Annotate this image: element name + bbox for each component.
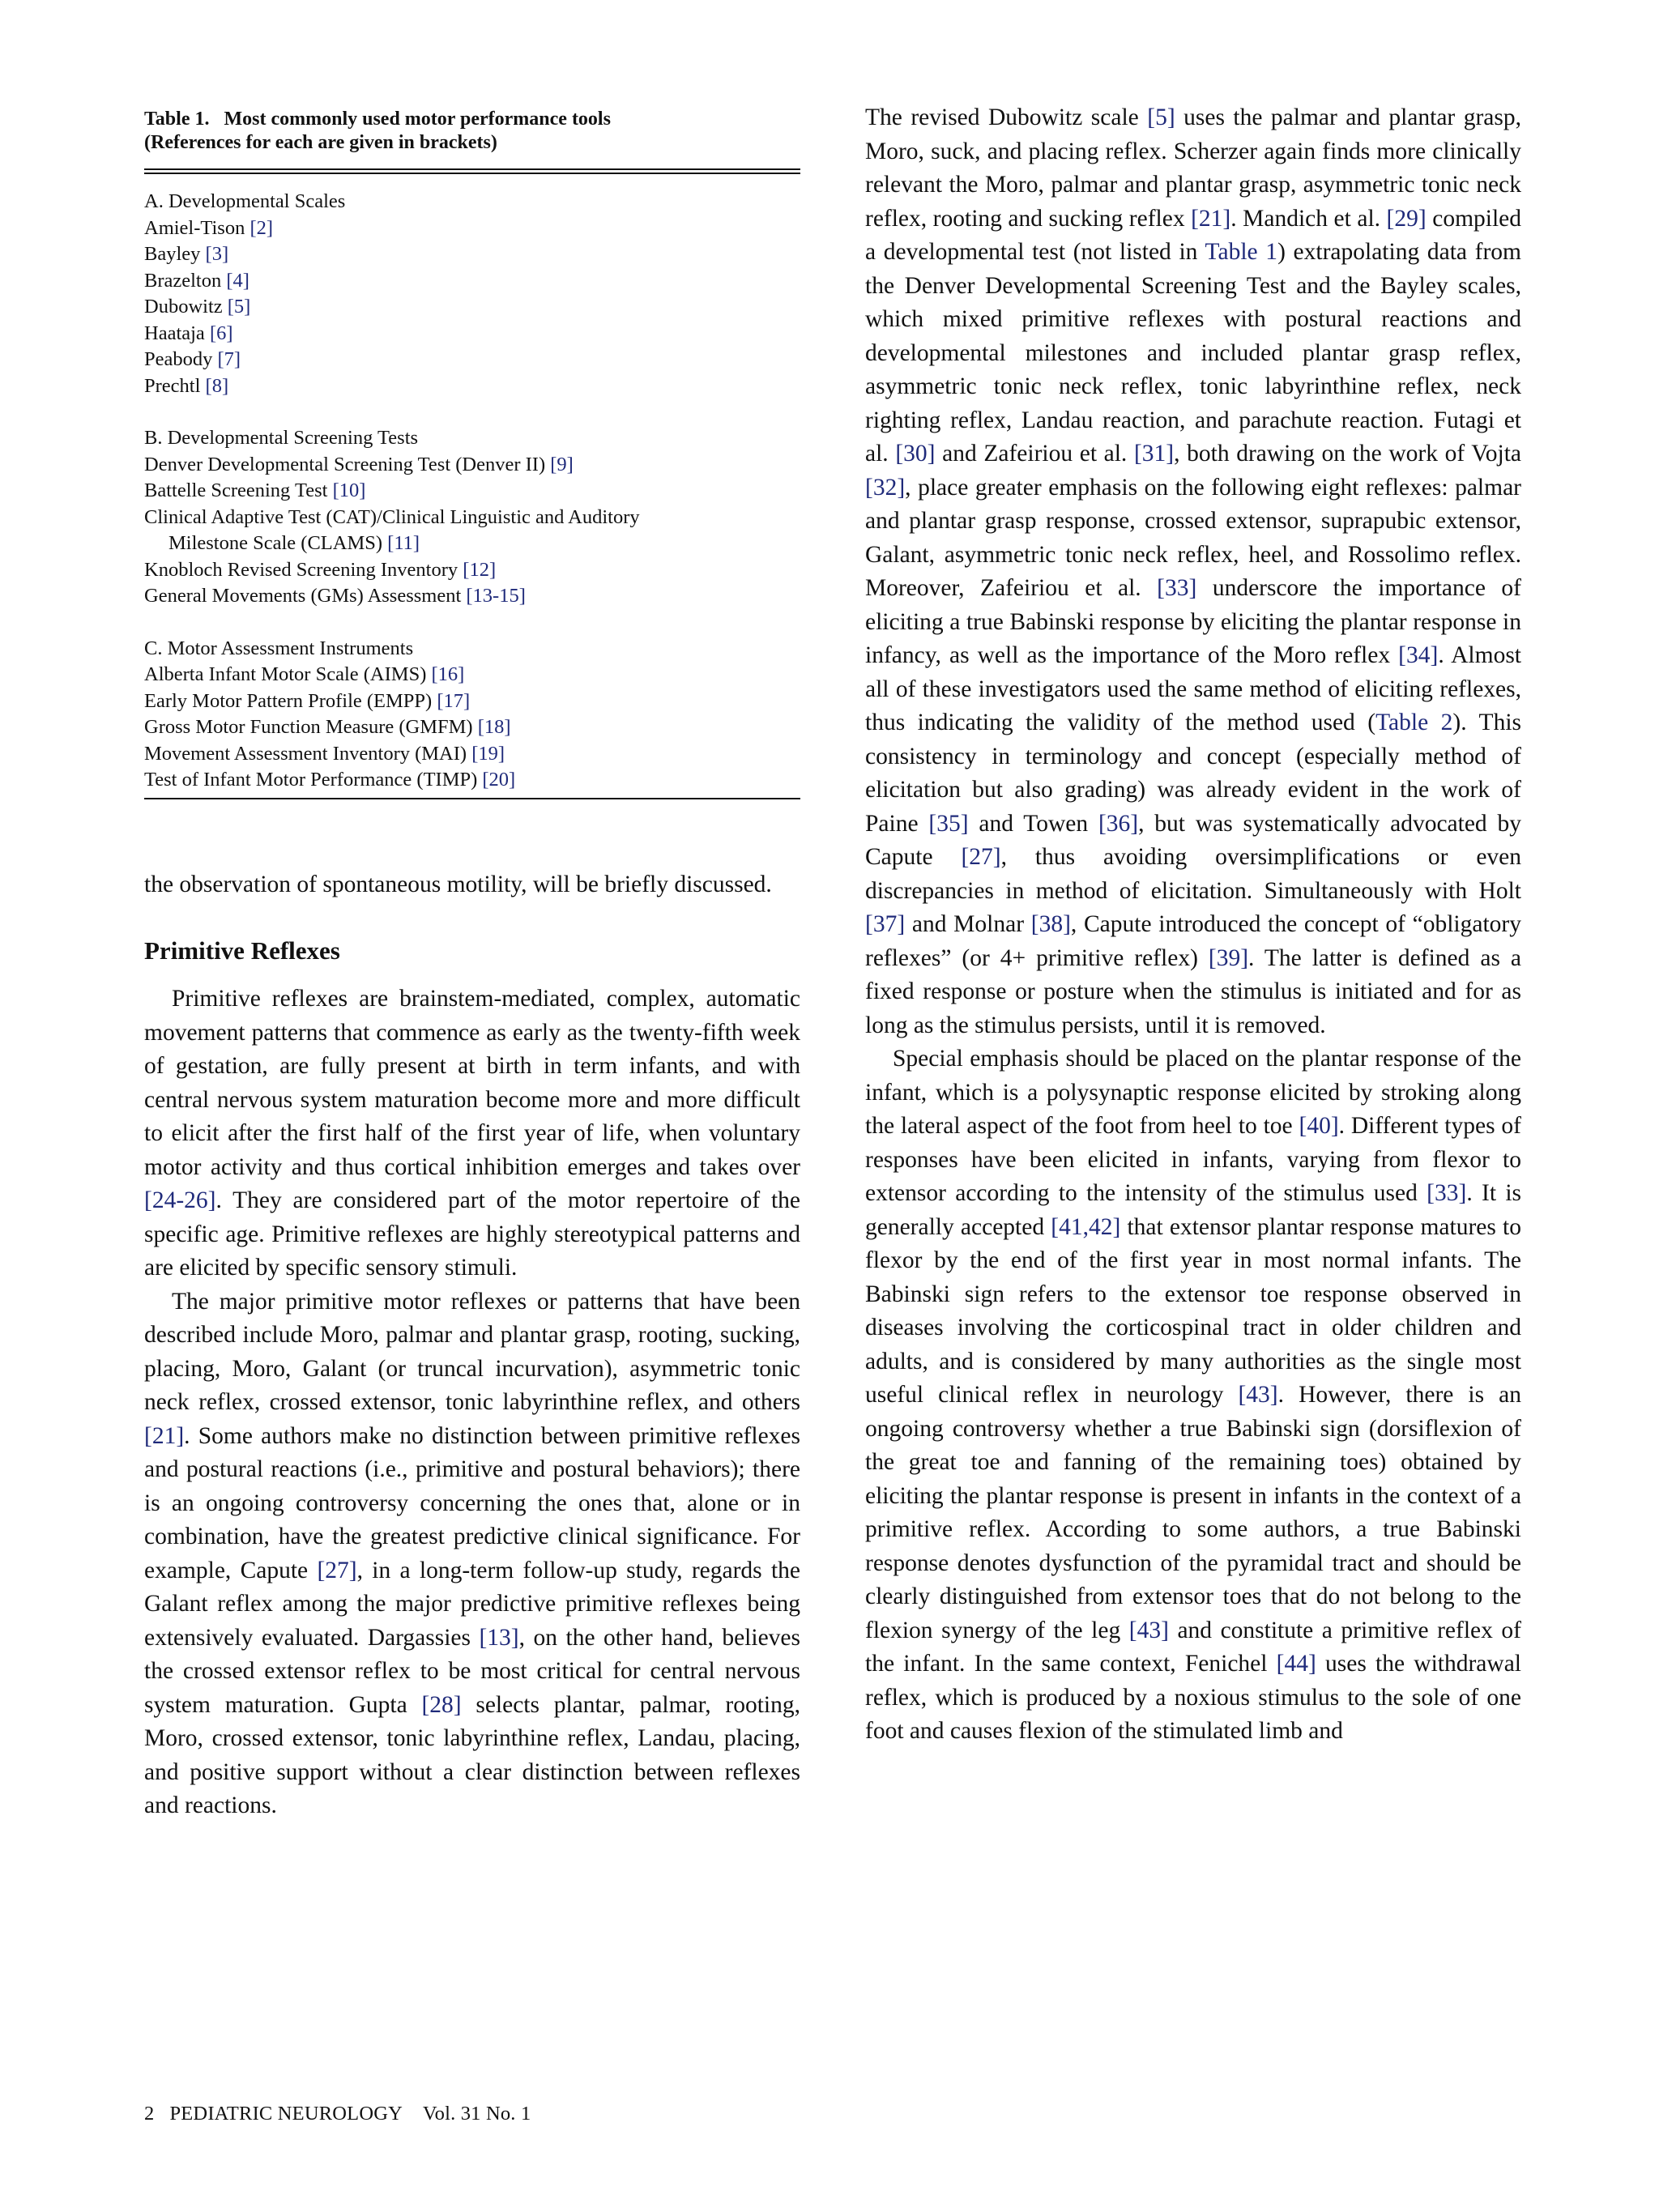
table-row-name: Knobloch Revised Screening Inventory <box>144 558 458 581</box>
citation-link[interactable]: [20] <box>482 769 516 791</box>
section-heading: Primitive Reflexes <box>144 936 340 965</box>
table-row-name: Clinical Adaptive Test (CAT)/Clinical Linguistic and Auditory <box>144 505 640 528</box>
citation-link[interactable]: Table 1 <box>1205 239 1278 265</box>
text-run: . Different types of responses have been elicited in infants, varying from flexor to extensor according to the intensity of the stimulus used <box>865 1113 1521 1206</box>
table-row-name: Early Motor Pattern Profile (EMPP) <box>144 689 433 712</box>
table-section-heading: B. Developmental Screening Tests <box>144 427 419 449</box>
volume-issue: Vol. 31 No. 1 <box>422 2103 531 2125</box>
citation-link[interactable]: [13-15] <box>466 585 526 607</box>
citation-link[interactable]: [21] <box>144 1422 185 1449</box>
paragraph <box>144 982 800 1285</box>
table-caption-line1: Table 1. Most commonly used motor performance tools <box>144 109 611 130</box>
paragraph-continuation <box>144 868 800 902</box>
text-run: and constitute a primitive reflex of the infant. In the same context, Fenichel <box>865 1617 1522 1677</box>
citation-link[interactable]: [12] <box>463 558 497 581</box>
table-row <box>144 241 800 268</box>
citation-link[interactable]: [37] <box>865 911 906 937</box>
text-run: compiled a developmental test (not listed in <box>865 205 1521 265</box>
table-row <box>144 767 800 794</box>
table-row <box>144 268 800 295</box>
text-run: uses the withdrawal reflex, which is produced by a noxious stimulus to the sole of one foot and causes flexion of the stimulated limb and <box>865 1651 1521 1744</box>
text-run: , but was systematically advocated by Capute <box>865 810 1522 870</box>
citation-link[interactable]: [9] <box>550 453 574 475</box>
table-row-name: Alberta Infant Motor Scale (AIMS) <box>144 663 427 685</box>
table-section <box>144 189 800 399</box>
text-run: selects plantar, palmar, rooting, Moro, crossed extensor, tonic labyrinthine reflex, Landau, placing, and positive support without a clear distinction between reflexes and reactions. <box>144 1691 800 1818</box>
table-row <box>144 373 800 400</box>
citation-link[interactable]: [27] <box>317 1557 357 1583</box>
text-run: underscore the importance of eliciting a true Babinski response by eliciting the plantar response in infancy, as well as the importance of the Moro reflex <box>865 575 1521 668</box>
table-row-name: Battelle Screening Test <box>144 479 328 501</box>
page-number: 2 <box>144 2103 155 2125</box>
text-run: The revised Dubowitz scale <box>865 104 1148 130</box>
table-section <box>144 636 800 794</box>
text-run: and Towen <box>968 810 1098 837</box>
table-row-name: Prechtl <box>144 374 201 397</box>
citation-link[interactable]: [27] <box>961 844 1001 870</box>
table-row-name: Movement Assessment Inventory (MAI) <box>144 742 467 765</box>
citation-link[interactable]: [17] <box>437 689 471 712</box>
citation-link[interactable]: [32] <box>865 474 906 501</box>
citation-link[interactable]: Table 2 <box>1375 710 1453 735</box>
table-row <box>144 688 800 715</box>
citation-link[interactable]: [30] <box>895 441 936 467</box>
table-row <box>144 294 800 321</box>
text-run: , in a long-term follow-up study, regards the Galant reflex among the major predictive primitive reflexes being extensively evaluated. Dargassies <box>144 1557 801 1651</box>
text-run: . Some authors make no distinction between primitive reflexes and postural reactions (i.e., primitive and postural behaviors); there is an ongoing controversy concerning the ones that, alone or in combination, have the greatest predictive clinical significance. For example, Capute <box>144 1422 800 1583</box>
table-row-name: Haataja <box>144 322 205 344</box>
table-row <box>144 741 800 768</box>
text-run: . It is generally accepted <box>865 1180 1521 1240</box>
citation-link[interactable]: [41,42] <box>1051 1213 1121 1240</box>
table-row <box>144 531 800 557</box>
paragraph <box>865 1042 1521 1749</box>
table-row-name: Milestone Scale (CLAMS) <box>168 532 383 554</box>
table-row-name: Dubowitz <box>144 296 223 318</box>
text-run: that extensor plantar response matures to flexor by the end of the first year in most normal infants. The Babinski sign refers to the extensor toe response observed in diseases involving the corticospinal tract in older children and adults, and is considered by many authorities as the single most useful clinical reflex in neurology <box>865 1213 1521 1408</box>
citation-link[interactable]: [21] <box>1191 205 1231 232</box>
paragraph <box>865 101 1521 1042</box>
text-run: , on the other hand, believes the crossed extensor reflex to be most critical for central nervous system maturation. Gupta <box>144 1624 800 1718</box>
text-run: ) extrapolating data from the Denver Developmental Screening Test and the Bayley scales, which mixed primitive reflexes with postural reactions and developmental milestones and included plantar grasp reflex, asymmetric tonic neck reflex, tonic labyrinthine reflex, neck righting reflex, Landau reaction, and parachute reaction. Futagi et al. <box>865 239 1521 467</box>
table-top-rule <box>144 168 800 174</box>
right-column <box>865 104 1521 1749</box>
citation-link[interactable]: [24-26] <box>144 1187 216 1213</box>
table-row-name: Brazelton <box>144 269 222 292</box>
citation-link[interactable]: [28] <box>421 1691 462 1718</box>
table-row-name: Peabody <box>144 348 213 370</box>
table-bottom-rule <box>144 798 800 799</box>
citation-link[interactable]: [34] <box>1398 642 1439 668</box>
page-footer <box>144 2103 531 2125</box>
text-run: , thus avoiding oversimplifications or even discrepancies in method of elicitation. Simultaneously with Holt <box>865 844 1522 904</box>
table-caption <box>144 108 800 155</box>
text-run: . They are considered part of the motor repertoire of the specific age. Primitive reflexes are highly stereotypical patterns and are elicited by specific sensory stimuli. <box>144 1187 800 1281</box>
table-row <box>144 714 800 741</box>
citation-link[interactable]: [44] <box>1276 1651 1316 1677</box>
left-column <box>144 104 800 1823</box>
table-row-name: Test of Infant Motor Performance (TIMP) <box>144 769 478 791</box>
citation-link[interactable]: [36] <box>1098 810 1139 837</box>
text-run: , place greater emphasis on the following eight reflexes: palmar and plantar grasp response, crossed extensor, suprapubic extensor, Galant, asymmetric tonic neck reflex, heel, and Rossolimo reflex. Moreover, Zafeiriou et al. <box>865 474 1521 601</box>
citation-link[interactable]: [13] <box>479 1624 519 1651</box>
table-row <box>144 557 800 584</box>
table-row <box>144 452 800 479</box>
table-1 <box>144 108 800 799</box>
citation-link[interactable]: [29] <box>1386 205 1427 232</box>
citation-link[interactable]: [5] <box>227 296 251 318</box>
citation-link[interactable]: [5] <box>1147 104 1175 130</box>
journal-name: PEDIATRIC NEUROLOGY <box>169 2103 403 2125</box>
citation-link[interactable]: [16] <box>431 663 465 685</box>
citation-link[interactable]: [10] <box>332 479 366 501</box>
table-row <box>144 321 800 347</box>
paragraph <box>144 1285 800 1823</box>
text-run: Primitive reflexes are brainstem-mediated, complex, automatic movement patterns that commence as early as the twenty-fifth week of gestation, are fully present at birth in term infants, and with central nervous system maturation become more and more difficult to elicit after the first half of the first year of life, when voluntary motor activity and thus cortical inhibition emerges and takes over <box>144 986 800 1180</box>
text-run: . The latter is defined as a fixed response or posture when the stimulus is initiated and for as long as the stimulus persists, until it is removed. <box>865 944 1521 1038</box>
text-run: Special emphasis should be placed on the plantar response of the infant, which is a polysynaptic response elicited by stroking along the lateral aspect of the foot from heel to toe <box>865 1046 1521 1139</box>
table-row <box>144 505 800 531</box>
text-run: uses the palmar and plantar grasp, Moro, suck, and placing reflex. Scherzer again finds more clinically relevant the Moro, palmar and plantar grasp, asymmetric tonic neck reflex, rooting and sucking reflex <box>865 104 1522 232</box>
table-caption-line2: (References for each are given in brackets) <box>144 132 497 153</box>
citation-link[interactable]: [3] <box>205 243 229 265</box>
citation-link[interactable]: [19] <box>471 742 505 765</box>
citation-link[interactable]: [43] <box>1238 1382 1278 1408</box>
table-row-name: Amiel-Tison <box>144 216 245 239</box>
citation-link[interactable]: [43] <box>1128 1617 1169 1643</box>
text-run: . Almost all of these investigators used the same method of eliciting reflexes, thus indicating the validity of the method used ( <box>865 642 1521 735</box>
citation-link[interactable]: [4] <box>226 269 249 292</box>
text-run: , Capute introduced the concept of “obligatory reflexes” (or 4+ primitive reflex) <box>865 911 1521 971</box>
table-section-heading: C. Motor Assessment Instruments <box>144 637 414 659</box>
text-run: The major primitive motor reflexes or patterns that have been described include Moro, palmar and plantar grasp, rooting, sucking, placing, Moro, Galant (or truncal incurvation), asymmetric tonic neck reflex, crossed extensor, tonic labyrinthine reflex, and others <box>144 1288 800 1415</box>
table-body <box>144 189 800 794</box>
citation-link[interactable]: [6] <box>209 322 233 344</box>
table-section <box>144 425 800 610</box>
citation-link[interactable]: [33] <box>1427 1180 1467 1206</box>
citation-link[interactable]: [31] <box>1133 441 1175 467</box>
text-run: , both drawing on the work of Vojta <box>1174 441 1522 467</box>
text-run: the observation of spontaneous motility, will be briefly discussed. <box>144 871 772 897</box>
citation-link[interactable]: [33] <box>1157 575 1197 601</box>
citation-link[interactable]: [2] <box>249 216 274 239</box>
table-row-name: Gross Motor Function Measure (GMFM) <box>144 716 473 738</box>
citation-link[interactable]: [11] <box>387 532 420 554</box>
table-section-heading: A. Developmental Scales <box>144 190 346 212</box>
text-run: and Zafeiriou et al. <box>935 441 1134 467</box>
text-run: . Mandich et al. <box>1230 205 1387 232</box>
citation-link[interactable]: [38] <box>1030 911 1071 937</box>
table-row-name: Denver Developmental Screening Test (Denver II) <box>144 453 546 475</box>
table-row-name: General Movements (GMs) Assessment <box>144 585 462 607</box>
table-row <box>144 583 800 610</box>
citation-link[interactable]: [35] <box>928 810 969 837</box>
citation-link[interactable]: [40] <box>1299 1113 1339 1139</box>
citation-link[interactable]: [39] <box>1208 944 1249 971</box>
text-run: . However, there is an ongoing controversy whether a true Babinski sign (dorsiflexion of the great toe and fanning of the remaining toes) obtained by eliciting the plantar response is present in infants in the context of a primitive reflex. According to some authors, a true Babinski response denotes dysfunction of the pyramidal tract and should be clearly distinguished from extensor toes that do not belong to the flexion synergy of the leg <box>865 1382 1521 1643</box>
text-run: and Molnar <box>905 911 1031 937</box>
table-row <box>144 662 800 688</box>
table-row <box>144 478 800 505</box>
citation-link[interactable]: [8] <box>205 374 229 397</box>
table-row <box>144 347 800 373</box>
table-row <box>144 215 800 242</box>
citation-link[interactable]: [18] <box>477 716 511 738</box>
citation-link[interactable]: [7] <box>217 348 241 370</box>
table-row-name: Bayley <box>144 243 201 265</box>
text-run: ). This consistency in terminology and concept (especially method of elicitation but also grading) was already evident in the work of Paine <box>865 710 1522 837</box>
